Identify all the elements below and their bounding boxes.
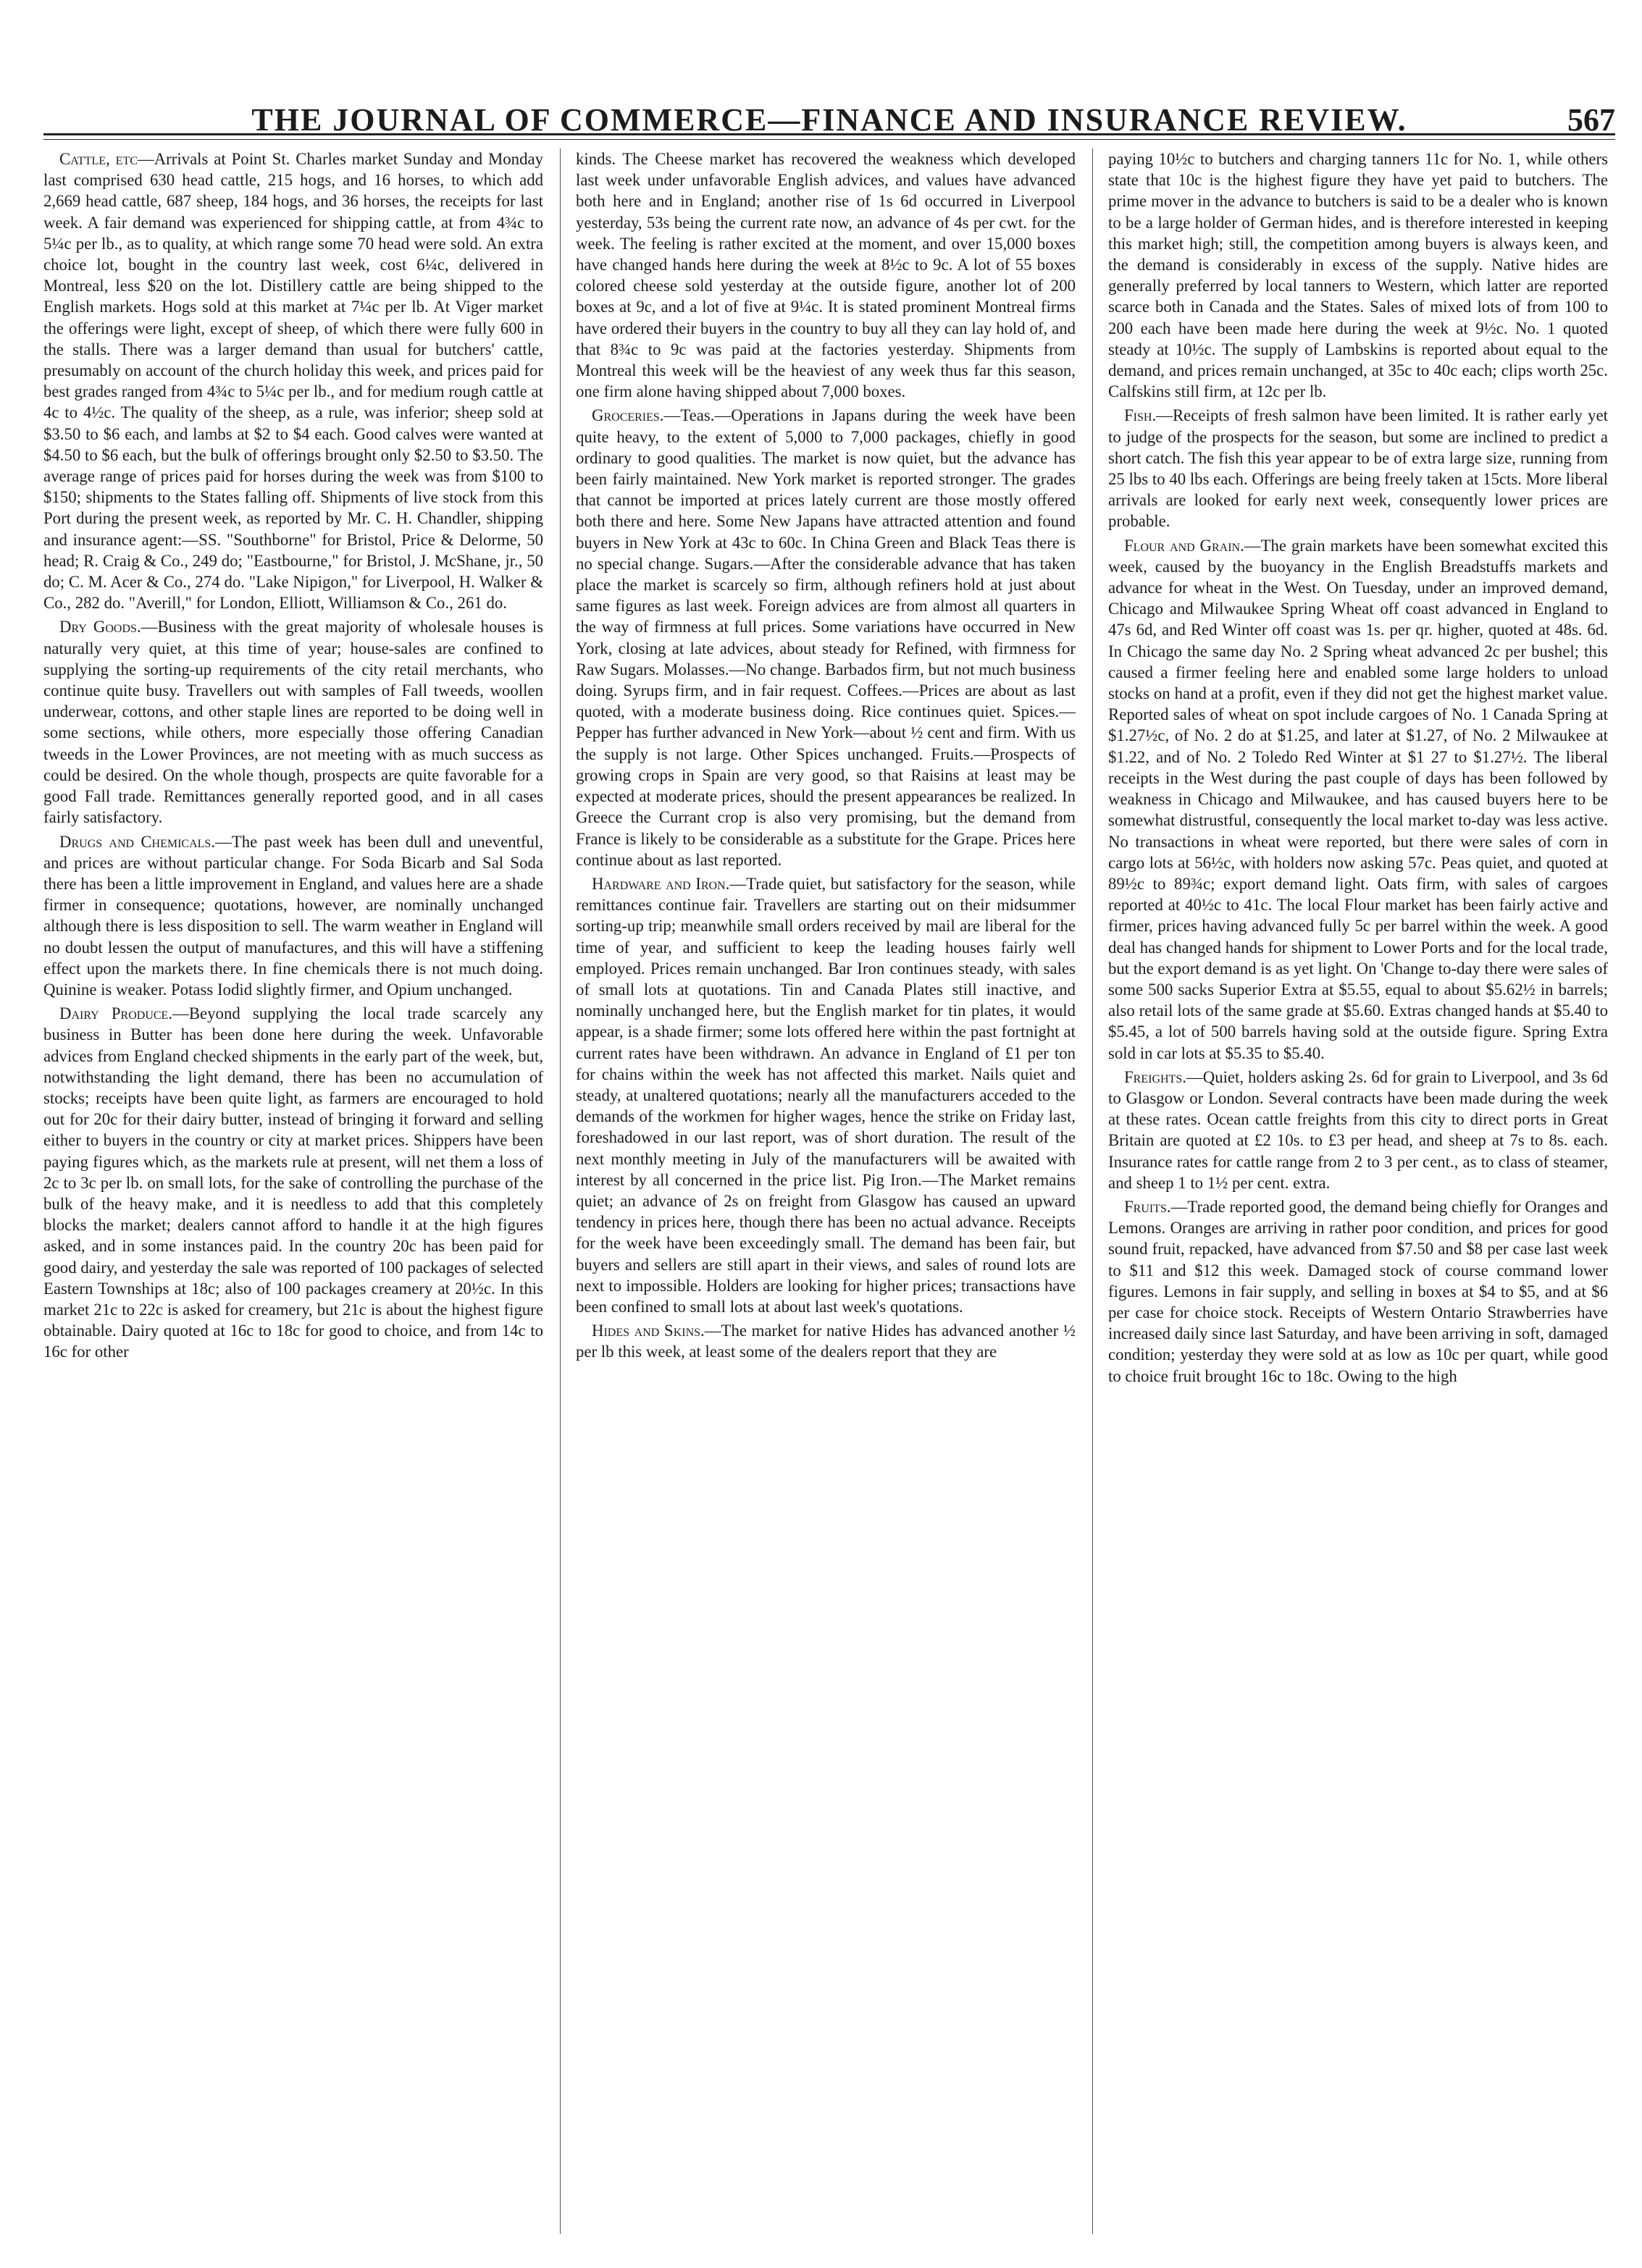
paragraph-drugs [43, 831, 543, 1001]
journal-title: THE JOURNAL OF COMMERCE—FINANCE AND INSURANCE REVIEW. [251, 102, 1407, 138]
header-rule-thin [43, 139, 1615, 140]
column-2 [576, 148, 1076, 2234]
paragraph-text: —Beyond supplying the local trade scarcely any business in Butter has been done here during the week. Unfavorable advices from England checked shipments in the early part of the week, but, notwithstanding the light demand, there has been no accumulation of stocks; receipts have been quite light, as farmers are encouraged to hold out for 20c for their dairy butter, instead of bringing it forward and selling either to buyers in the country or city at market prices. Shippers have been paying figures which, as the markets rule at present, will net them a loss of 2c to 3c per lb. on small lots, for the sake of controlling the purchase of the bulk of the heavy make, and it is needless to add that this completely blocks the market; dealers cannot afford to handle it at the high figures asked, and in some instances paid. In the country 20c has been paid for good dairy, and yesterday the sale was reported of 100 packages of selected Eastern Townships at 18c; also of 100 packages creamery at 20½c. In this market 21c to 22c is asked for creamery, but 21c is about the highest figure obtainable. Dairy quoted at 16c to 18c for good to choice, and from 14c to 16c for other [43, 1004, 543, 1361]
paragraph-cattle [43, 148, 543, 613]
paragraph-dairy [43, 1003, 543, 1362]
paragraph-fruits [1108, 1196, 1608, 1387]
column-3 [1108, 148, 1608, 2234]
article-columns [43, 148, 1615, 2234]
paragraph-text: kinds. The Cheese market has recovered the weakness which developed last week under unfavorable English advices, and values have advanced both here and in England; another rise of 1s 6d occurred in Liverpool yesterday, 53s being the current rate now, an advance of 4s per cwt. for the week. The feeling is rather excited at the moment, and over 15,000 boxes have changed hands here during the week at 8½c to 9c. A lot of 55 boxes colored cheese sold yesterday at the outside figure, another lot of 200 boxes at 9c, and a lot of five at 9¼c. It is stated prominent Montreal firms have ordered their buyers in the country to buy all they can lay hold of, and that 8¾c to 9c was paid at the factories yesterday. Shipments from Montreal this week will be the heaviest of any week thus far this season, one firm alone having shipped about 7,000 boxes. [576, 150, 1076, 401]
section-head: Hides and Skins. [592, 1322, 705, 1340]
section-head: Groceries. [592, 406, 664, 425]
section-head: Dairy Produce. [59, 1004, 173, 1023]
paragraph-cheese [576, 148, 1076, 402]
paragraph-dry-goods [43, 616, 543, 828]
section-head: Hardware and Iron. [592, 874, 730, 893]
paragraph-text: —Trade reported good, the demand being chiefly for Oranges and Lemons. Oranges are arriving in rather poor condition, and prices for good sound fruit, repacked, have advanced from $7.50 and $8 per case last week to $11 and $12 this week. Damaged stock of course command lower figures. Lemons in fair supply, and selling in boxes at $4 to $5, and at $6 per case for choice stock. Receipts of Western Ontario Strawberries have increased daily since last Saturday, and have been arriving in soft, damaged condition; yesterday they were sold at as low as 10c per quart, while good to choice fruit brought 16c to 18c. Owing to the high [1108, 1197, 1608, 1385]
paragraph-text: —The grain markets have been somewhat excited this week, caused by the buoyancy in the English Breadstuffs markets and advance for wheat in the West. On Tuesday, under an improved demand, Chicago and Milwaukee Spring Wheat off coast advanced in England to 47s 6d, and Red Winter off coast was 1s. per qr. higher, quoted at 48s. 6d. In Chicago the same day No. 2 Spring wheat advanced 2c per bushel; this caused a firmer feeling here and enabled some large holders to unload stocks on hand at a profit, even if they did not get the highest market value. Reported sales of wheat on spot include cargoes of No. 1 Canada Spring at $1.27½c, of No. 2 do at $1.25, and later at $1.27, of No. 2 Milwaukee at $1.22, and of No. 2 Toledo Red Winter at $1 27 to $1.27½. The liberal receipts in the West during the past couple of days has been followed by weakness in Chicago and Milwaukee, and has caused buyers here to be somewhat distrustful, consequently the local market to-day was less active. No transactions in wheat were reported, but there were sales of corn in cargo lots at 56½c, with holders now asking 57c. Peas quiet, and quoted at 89½c to 89¾c; export demand light. Oats firm, with sales of cargoes reported at 40½c to 41c. The local Flour market has been fairly active and firmer, prices having advanced fully 5c per barrel within the week. A good deal has changed hands for shipment to Lower Ports and for the local trade, but the export demand is as yet light. On 'Change to-day there were sales of some 500 sacks Superior Extra at $5.55, equal to about $5.62½ in barrels; also retail lots of the same grade at $5.60. Extras changed hands at $5.40 to $5.45, a lot of 500 barrels having sold at the outside figure. Spring Extra sold in car lots at $5.35 to $5.40. [1108, 536, 1608, 1062]
paragraph-text: —Teas.—Operations in Japans during the week have been quite heavy, to the extent of 5,000 to 7,000 packages, chiefly in good ordinary to good qualities. The market is now quiet, but the advance has been fairly maintained. New York market is reported stronger. The grades that cannot be imported at prices lately current are those mostly offered both there and here. Some New Japans have attracted attention and found buyers in New York at 43c to 60c. In China Green and Black Teas there is no special change. Sugars.—After the considerable advance that has taken place the market is scarcely so firm, although refiners hold at just about same figures as last week. Foreign advices are from almost all quarters in the way of firmness at full prices. Some variations have occurred in New York, closing at late advices, about steady for Refined, with firmness for Raw Sugars. Molasses.—No change. Barbados firm, but not much business doing. Syrups firm, and in fair request. Coffees.—Prices are about as last quoted, with a moderate business doing. Rice continues quiet. Spices.—Pepper has further advanced in New York—about ½ cent and firm. With us the supply is not large. Other Spices unchanged. Fruits.—Prospects of growing crops in Spain are very good, so that Raisins at least may be expected at moderate prices, should the present appearances be realized. In Greece the Currant crop is also very promising, but the demand from France is likely to be considerable as a substitute for the Grape. Prices here continue about as last reported. [576, 406, 1076, 869]
column-divider [560, 148, 561, 2234]
section-head: Cattle, etc [59, 150, 138, 168]
paragraph-hides [576, 1320, 1076, 1362]
section-head: Dry Goods. [59, 618, 141, 637]
page-number: 567 [1567, 102, 1615, 138]
paragraph-text: paying 10½c to butchers and charging tanners 11c for No. 1, while others state that 10c is the highest figure they have yet paid to butchers. The prime mover in the advance to butchers is said to be a dealer who is known to be a large holder of German hides, and is therefore interested in keeping this market high; still, the competition among buyers is always keen, and the demand is considerably in excess of the supply. Native hides are generally preferred by local tanners to Western, which latter are reported scarce both in Canada and the States. Sales of mixed lots of from 100 to 200 each have been made here during the week at 9½c. No. 1 quoted steady at 10½c. The supply of Lambskins is reported about equal to the demand, and prices remain unchanged, at 35c to 40c each; clips worth 25c. Calfskins still firm, at 12c per lb. [1108, 150, 1608, 401]
column-1 [43, 148, 543, 2234]
section-head: Drugs and Chemicals. [59, 832, 216, 851]
paragraph-groceries [576, 405, 1076, 870]
paragraph-text: —The past week has been dull and uneventful, and prices are without particular change. For Soda Bicarb and Sal Soda there has been a little improvement in England, and values here are a shade firmer in consequence; quotations, however, are nominally unchanged although there is less disposition to sell. The warm weather in England will no doubt lessen the output of manufactures, and this will have a stiffening effect upon the markets there. In fine chemicals there is not much doing. Quinine is weaker. Potass Iodid slightly firmer, and Opium unchanged. [43, 832, 543, 999]
paragraph-text: —Arrivals at Point St. Charles market Sunday and Monday last comprised 630 head cattle, 215 hogs, and 16 horses, to which add 2,669 head cattle, 687 sheep, 184 hogs, and 36 horses, the receipts for last week. A fair demand was experienced for shipping cattle, at from 4¾c to 5¼c per lb., as to quality, at which range some 70 head were sold. An extra choice lot, bought in the country last week, cost 6¼c, delivered in Montreal, less $20 on the lot. Distillery cattle are being shipped to the English markets. Hogs sold at this market at 7¼c per lb. At Viger market the offerings were light, except of sheep, of which there were fully 600 in the stalls. There was a larger demand than usual for butchers' cattle, presumably on account of the church holiday this week, and prices paid for best grades ranged from 4¾c to 5¼c per lb., and for medium rough cattle at 4c to 4½c. The quality of the sheep, as a rule, was inferior; sheep sold at $3.50 to $6 each, and lambs at $2 to $4 each. Good calves were wanted at $4.50 to $6 each, but the bulk of offerings brought only $2.50 to $3.50. The average range of prices paid for horses during the week was from $100 to $150; shipments to the States falling off. Shipments of live stock from this Port during the present week, as reported by Mr. C. H. Chandler, shipping and insurance agent:—SS. "Southborne" for Bristol, Price & Delorme, 50 head; R. Craig & Co., 249 do; "Eastbourne," for Bristol, J. McShane, jr., 50 do; C. M. Acer & Co., 274 do. "Lake Nipigon," for Liverpool, H. Walker & Co., 282 do. "Averill," for London, Elliott, Williamson & Co., 261 do. [43, 150, 543, 613]
paragraph-freights [1108, 1067, 1608, 1193]
section-head: Freights. [1124, 1067, 1186, 1086]
paragraph-fish [1108, 405, 1608, 532]
section-head: Flour and Grain. [1124, 536, 1244, 555]
paragraph-text: —Trade quiet, but satisfactory for the season, while remittances continue fair. Travellers are starting out on their midsummer sorting-up trip; meanwhile small orders received by mail are liberal for the time of year, and sufficient to keep the leading houses fairly well employed. Prices remain unchanged. Bar Iron continues steady, with sales of small lots at quotations. Tin and Canada Plates still inactive, and nominally unchanged here, but the English market for tin plates, it would appear, is a shade firmer; some lots offered here within the past fortnight at current rates have been withdrawn. An advance in England of £1 per ton for chains within the week has not affected this market. Nails quiet and steady, at unaltered quotations; nearly all the manufacturers acceded to the demands of the workmen for higher wages, hence the strike on Friday last, foreshadowed in our last report, was of short duration. The result of the next monthly meeting in July of the manufacturers will be awaited with interest by all concerned in the price list. Pig Iron.—The Market remains quiet; an advance of 2s on freight from Glasgow has caused an upward tendency in prices here, though there has been no actual advance. Receipts for the week have been exceedingly small. The demand has been fair, but buyers and sellers are still apart in their views, and sales of round lots are next to impossible. Holders are looking for higher prices; transactions have been confined to small lots at about last week's quotations. [576, 874, 1076, 1316]
paragraph-hardware [576, 873, 1076, 1317]
paragraph-hides-cont [1108, 148, 1608, 402]
section-head: Fish. [1124, 406, 1157, 425]
paragraph-flour-grain [1108, 535, 1608, 1064]
section-head: Fruits. [1124, 1197, 1171, 1216]
column-divider [1092, 148, 1093, 2234]
page-header [43, 101, 1615, 136]
paragraph-text: —Quiet, holders asking 2s. 6d for grain to Liverpool, and 3s 6d to Glasgow or London. Several contracts have been made during the week at these rates. Ocean cattle freights from this city to direct ports in Great Britain are quoted at £2 10s. to £3 per head, and sheep at 7s to 8s. each. Insurance rates for cattle range from 2 to 3 per cent., as to class of steamer, and sheep 1 to 1½ per cent. extra. [1108, 1067, 1608, 1192]
paragraph-text: —The market for native Hides has advanced another ½ per lb this week, at least some of the dealers report that they are [576, 1322, 1076, 1361]
header-rule [43, 133, 1615, 135]
paragraph-text: —Business with the great majority of wholesale houses is naturally very quiet, at this time of year; house-sales are confined to supplying the sorting-up requirements of the city retail merchants, who continue quite busy. Travellers out with samples of Fall tweeds, woollen underwear, cottons, and other staple lines are reported to be doing well in some sections, while others, more especially those offering Canadian tweeds in the Lower Provinces, are not meeting with as much success as could be desired. On the whole though, prospects are quite favorable for a good Fall trade. Remittances generally reported good, and in all cases fairly satisfactory. [43, 618, 543, 827]
paragraph-text: —Receipts of fresh salmon have been limited. It is rather early yet to judge of the prospects for the season, but some are inclined to predict a short catch. The fish this year appear to be of extra large size, running from 25 lbs to 40 lbs each. Offerings are being freely taken at 15cts. More liberal arrivals are looked for early next week, consequently lower prices are probable. [1108, 406, 1608, 531]
